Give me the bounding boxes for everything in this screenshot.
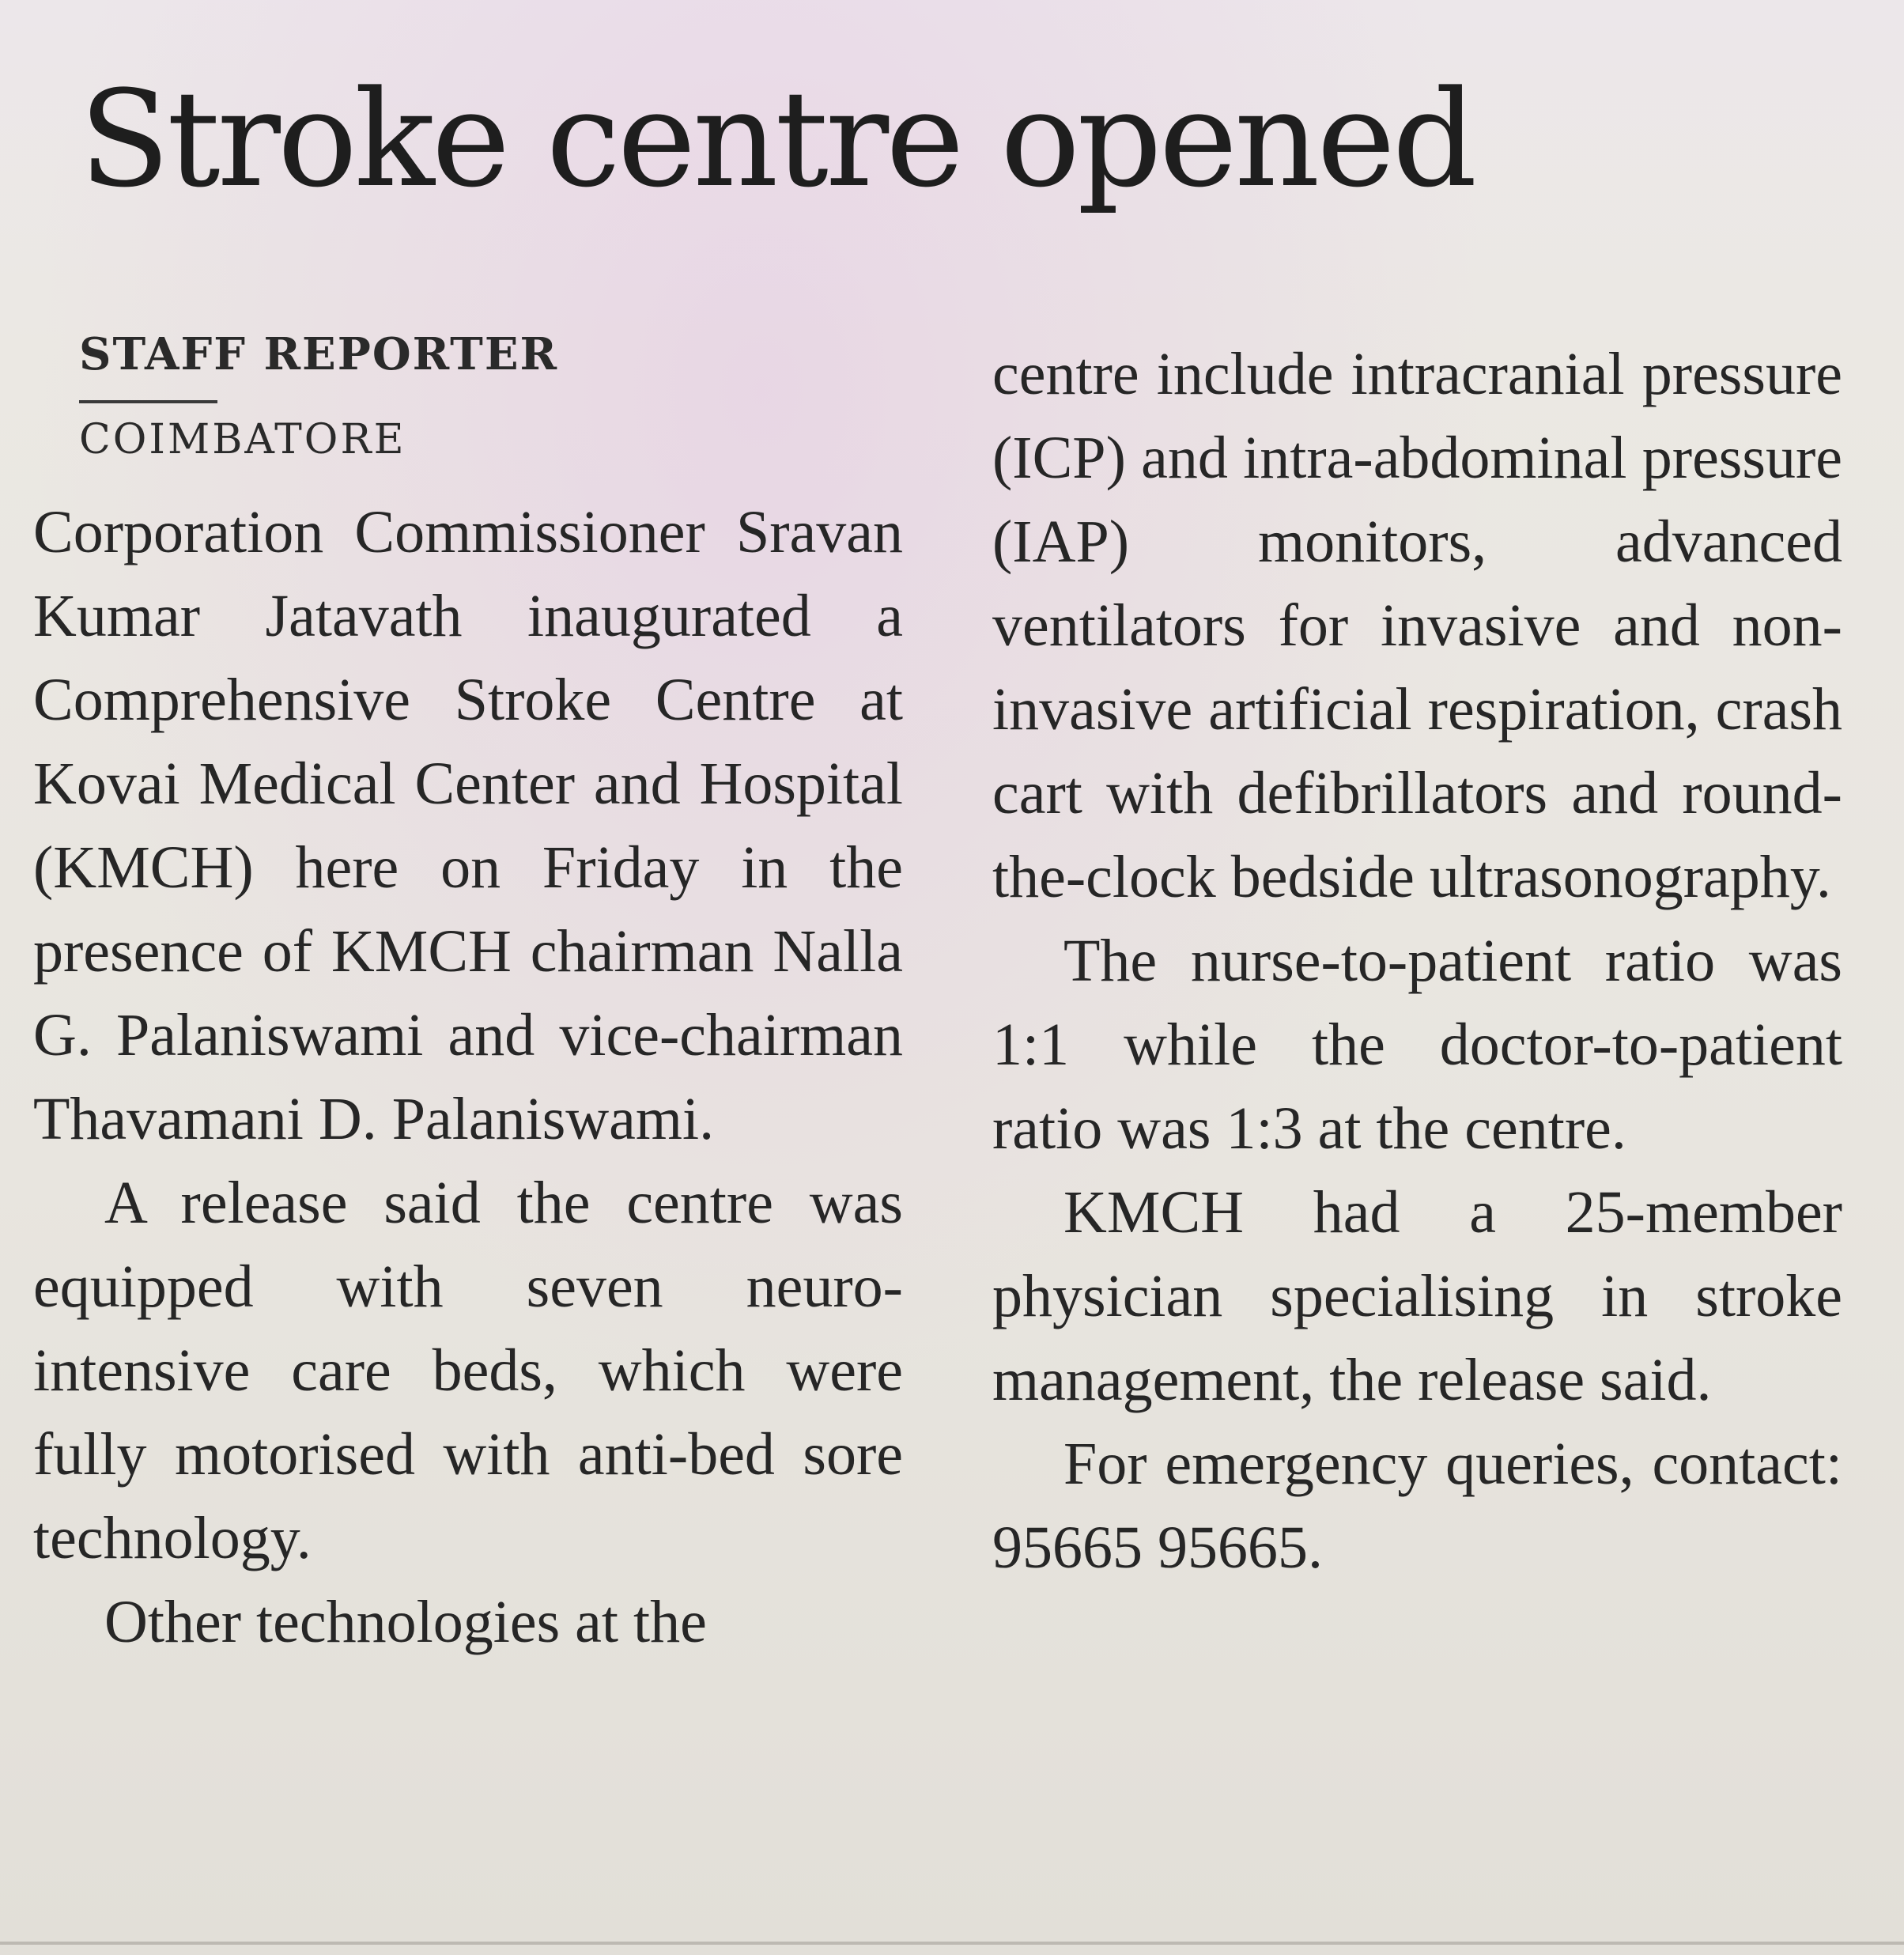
paragraph-contact: For emergency queries, contact: 95665 95665. <box>992 1431 1842 1581</box>
paragraph-technologies-start: Other technologies at the <box>104 1589 707 1655</box>
page-edge-rule <box>0 1942 1904 1945</box>
byline-rule <box>79 400 217 403</box>
dateline: COIMBATORE <box>79 416 406 463</box>
paragraph-technologies-continued: centre include intracranial pressure (ICP) and intra-abdominal pressure (IAP) monitors, advanced ventilators for invasive and non-invasive artificial respiration, crash cart with defibrillators and round-the-clock bedside ultrasonography. <box>992 341 1842 910</box>
byline <box>79 328 569 463</box>
paragraph-equipment: A release said the centre was equipped with seven neuro-intensive care beds, which were fully motorised with anti-bed sore technology. <box>33 1170 903 1571</box>
left-column <box>33 490 903 1664</box>
reporter-name: STAFF REPORTER <box>79 328 559 380</box>
paragraph-physicians: KMCH had a 25-member physician specialising in stroke management, the release said. <box>992 1179 1842 1413</box>
headline: Stroke centre opened <box>79 62 1475 217</box>
right-column <box>992 332 1842 1590</box>
paragraph-ratio: The nurse-to-patient ratio was 1:1 while the doctor-to-patient ratio was 1:3 at the centre. <box>992 928 1842 1162</box>
paragraph-lead: Corporation Commissioner Sravan Kumar Jatavath inaugurated a Comprehensive Stroke Centre at Kovai Medical Center and Hospital (KMCH) here on Friday in the presence of KMCH chairman Nalla G. Palaniswami and vice-chairman Thavamani D. Palaniswami. <box>33 499 903 1152</box>
